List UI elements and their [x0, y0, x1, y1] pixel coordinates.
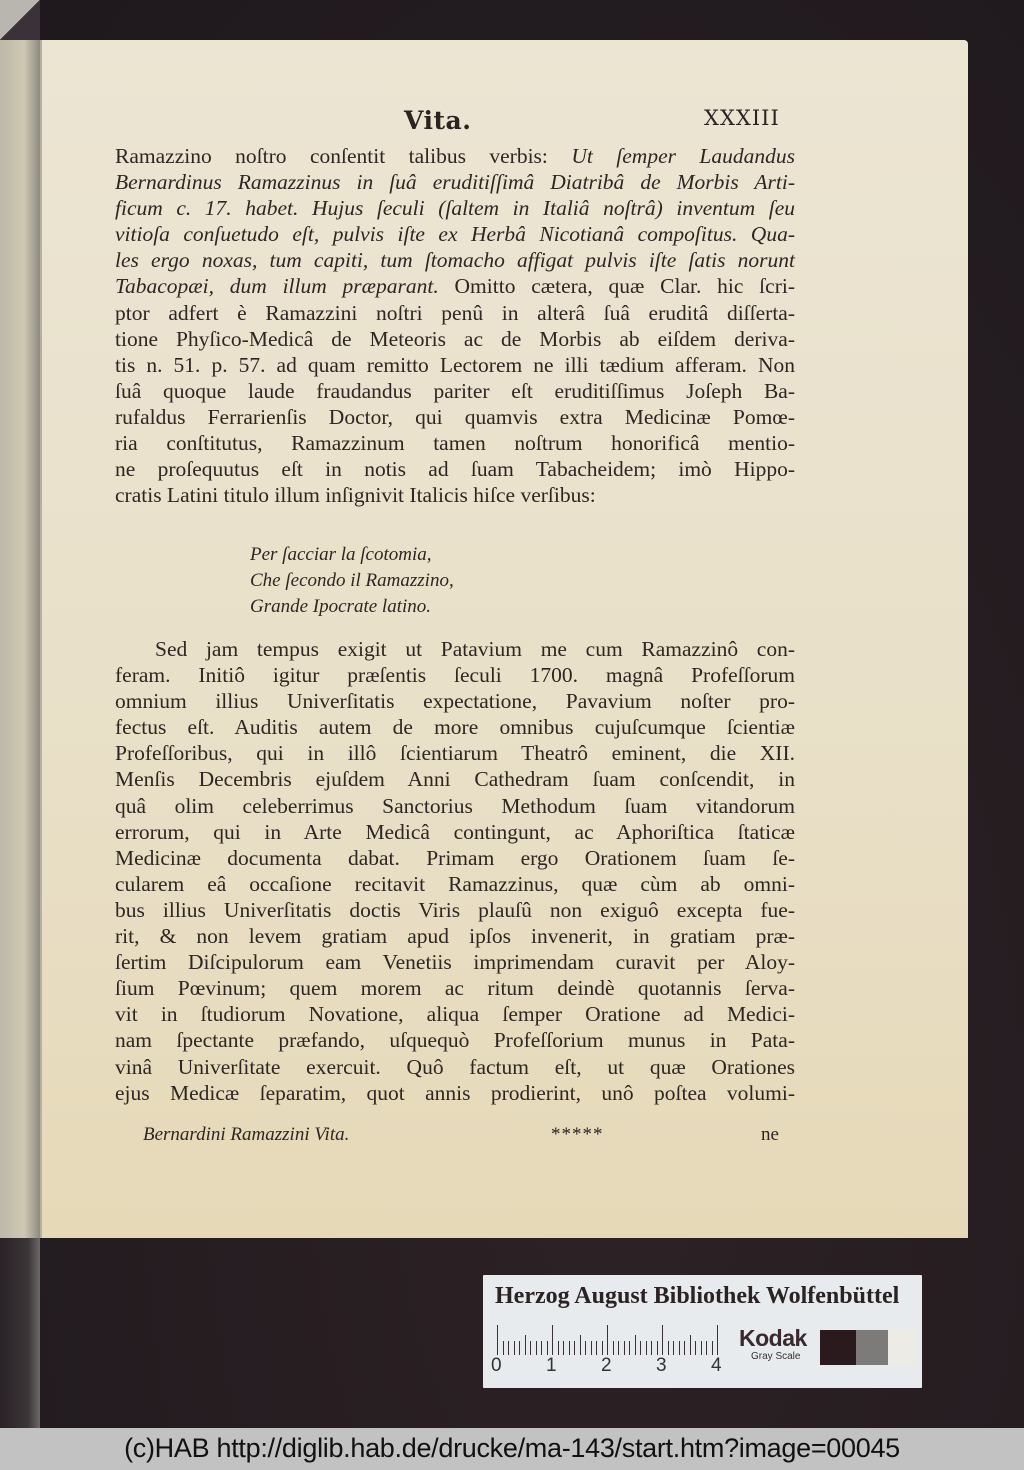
- text-line: ne proſequutus eſt in notis ad ſuam Tabacheidem; imò Hippo-: [115, 457, 795, 482]
- source-url: (c)HAB http://diglib.hab.de/drucke/ma-143/start.htm?image=00045: [124, 1433, 900, 1463]
- paragraph-2: [115, 636, 795, 1106]
- text-line: Bernardinus Ramazzinus in ſuâ eruditiſſimâ Diatribâ de Morbis Arti-: [115, 170, 795, 195]
- signature-title: Bernardini Ramazzini Vita.: [143, 1124, 350, 1145]
- text-line: errorum, qui in Arte Medicâ contingunt, ac Aphoriſtica ſtaticæ: [115, 819, 795, 844]
- text-line: feram. Initiô igitur præſentis ſeculi 1700. magnâ Profeſſorum: [115, 663, 795, 688]
- text-line: nam ſpectante præfando, uſquequò Profeſſorium munus in Pata-: [115, 1028, 795, 1053]
- page-number: XXXIII: [704, 106, 780, 130]
- text-line: ficum c. 17. habet. Hujus ſeculi (ſaltem in Italiâ noſtrâ) inventum ſeu: [115, 196, 795, 221]
- text-line: rit, & non levem gratiam apud ipſos invenerit, in gratiam præ-: [115, 924, 795, 949]
- text-line: Profeſſoribus, qui in illô ſcientiarum Theatrô eminent, die XII.: [115, 741, 795, 766]
- text-line: ſium Pœvinum; quem morem ac ritum deindè quotannis ſerva-: [115, 976, 795, 1001]
- text-line: vit in ſtudiorum Novatione, aliqua ſemper Oratione ad Medici-: [115, 1002, 795, 1027]
- swatch-dark: [820, 1330, 856, 1365]
- kodak-logo: Kodak: [739, 1325, 807, 1351]
- text-line: quâ olim celeberrimus Sanctorius Methodum ſuam vitandorum: [115, 793, 795, 818]
- library-stamp: [483, 1275, 922, 1388]
- text-line: ejus Medicæ ſeparatim, quot annis prodierint, unô poſtea volumi-: [115, 1080, 795, 1105]
- facing-page-edge: [0, 0, 40, 1428]
- facing-page-shadow: [0, 1238, 40, 1428]
- text-line: tione Phyſico-Medicâ de Meteoris ac de Morbis ab eiſdem deriva-: [115, 326, 795, 351]
- swatch-mid: [856, 1330, 888, 1365]
- library-name: Herzog August Bibliothek Wolfenbüttel: [495, 1283, 900, 1309]
- text-line: Ramazzino noſtro conſentit talibus verbis: Ut ſemper Laudandus: [115, 144, 795, 168]
- text-line: fectus eſt. Auditis autem de more omnibus cujuſcumque ſcientiæ: [115, 715, 795, 740]
- gray-scale-label: Gray Scale: [751, 1351, 801, 1362]
- italian-verse: [250, 542, 454, 620]
- copyright-bar: [0, 1428, 1024, 1470]
- catchword: ne: [761, 1124, 779, 1145]
- text-line: omnium illius Univerſitatis expectatione, Pavavium noſter pro-: [115, 689, 795, 714]
- text-line: rufaldus Ferrarienſis Doctor, qui quamvis extra Medicinæ Pomœ-: [115, 404, 795, 429]
- text-line: cratis Latini titulo illum inſignivit Italicis hiſce verſibus:: [115, 483, 596, 508]
- text-line: Medicinæ documenta dabat. Primam ergo Orationem ſuam ſe-: [115, 845, 795, 870]
- signature-marks: *****: [551, 1124, 604, 1145]
- paragraph-1: [115, 143, 795, 508]
- text-line: vitioſa conſuetudo eſt, pulvis iſte ex Herbâ Nicotianâ compoſitus. Qua-: [115, 222, 795, 247]
- text-line: bus illius Univerſitatis doctis Viris plauſû non exiguô excepta fue-: [115, 897, 795, 922]
- verse-line: Grande Ipocrate latino.: [250, 596, 432, 617]
- text-line: vinâ Univerſitate exercuit. Quô factum eſt, ut quæ Orationes: [115, 1054, 795, 1079]
- text-line: les ergo noxas, tum capiti, tum ſtomacho affigat pulvis iſte ſatis norunt: [115, 248, 795, 273]
- facing-page-corner: [0, 0, 40, 40]
- running-head: Vita.: [404, 106, 472, 135]
- text-line: ptor adfert è Ramazzini noſtri penû in alterâ ſuâ eruditâ diſſerta-: [115, 300, 795, 325]
- text-line: ria conſtitutus, Ramazzinum tamen noſtrum honorificâ mentio-: [115, 431, 795, 456]
- text-line: tis n. 51. p. 57. ad quam remitto Lectorem ne illi tædium afferam. Non: [115, 352, 795, 377]
- text-line: Sed jam tempus exigit ut Patavium me cum Ramazzinô con-: [155, 637, 795, 661]
- text-line: Menſis Decembris ejuſdem Anni Cathedram ſuam conſcendit, in: [115, 767, 795, 792]
- text-line: Tabacopæi, dum illum præparant. Omitto cætera, quæ Clar. hic ſcri-: [115, 274, 795, 299]
- ruler-numbers: 0 1 2 3 4: [491, 1355, 722, 1376]
- verse-line: Per ſacciar la ſcotomia,: [250, 544, 432, 565]
- swatch-light: [888, 1330, 916, 1365]
- ruler-scale: [497, 1325, 723, 1355]
- text-line: ſertim Diſcipulorum eam Venetiis imprimendam curavit per Aloy-: [115, 950, 795, 975]
- text-line: cularem eâ occaſione recitavit Ramazzinus, quæ cùm ab omni-: [115, 871, 795, 896]
- text-line: ſuâ quoque laude fraudandus pariter eſt eruditiſſimus Joſeph Ba-: [115, 378, 795, 403]
- verse-line: Che ſecondo il Ramazzino,: [250, 570, 454, 591]
